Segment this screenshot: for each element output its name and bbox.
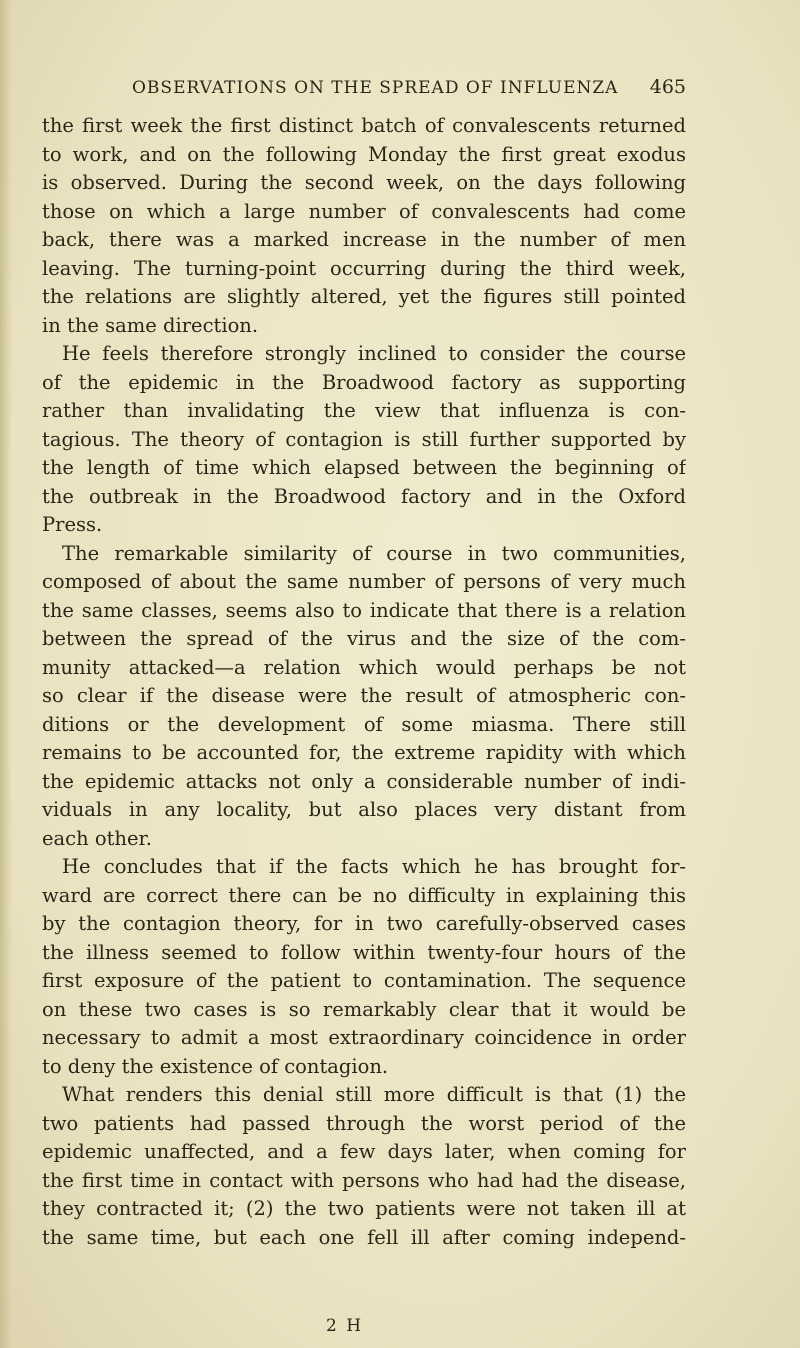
paragraph bbox=[42, 340, 686, 540]
text-line: munity attacked—a relation which would perhaps be not bbox=[42, 655, 686, 679]
text-line: tagious. The theory of contagion is still further supported by bbox=[42, 427, 686, 451]
page-number: 465 bbox=[649, 76, 686, 98]
text-line: epidemic unaffected, and a few days later, when coming for bbox=[42, 1140, 686, 1163]
text-line: the first time in contact with persons who had had the disease, bbox=[42, 1168, 686, 1192]
text-line: the epidemic attacks not only a considerable number of indi- bbox=[42, 769, 686, 793]
text-line: the length of time which elapsed between the beginning of bbox=[42, 456, 686, 479]
text-line: those on which a large number of convalescents had come bbox=[42, 199, 686, 223]
text-line: first exposure of the patient to contamination. The sequence bbox=[42, 969, 686, 992]
text-line: on these two cases is so remarkably clear that it would be bbox=[42, 997, 686, 1021]
text-line: the same classes, seems also to indicate that there is a relation bbox=[42, 598, 686, 622]
text-line: to work, and on the following Monday the first great exodus bbox=[42, 142, 686, 166]
paragraph bbox=[42, 853, 686, 1081]
paragraph bbox=[42, 1081, 686, 1252]
page-header bbox=[42, 76, 686, 106]
text-line: leaving. The turning-point occurring during the third week, bbox=[42, 256, 686, 280]
paragraph bbox=[42, 112, 686, 340]
text-line: remains to be accounted for, the extreme rapidity with which bbox=[42, 741, 686, 764]
body-text bbox=[42, 112, 686, 1252]
running-head: OBSERVATIONS ON THE SPREAD OF INFLUENZA bbox=[132, 78, 619, 98]
text-line: the same time, but each one fell ill after coming independ- bbox=[42, 1225, 686, 1249]
text-line: back, there was a marked increase in the number of men bbox=[42, 228, 686, 251]
text-line: What renders this denial still more difficult is that (1) the bbox=[62, 1083, 686, 1106]
text-line: ward are correct there can be no difficulty in explaining this bbox=[42, 883, 686, 907]
text-line: the first week the first distinct batch of convalescents returned bbox=[42, 114, 686, 137]
text-line: so clear if the disease were the result of atmospheric con- bbox=[42, 684, 686, 707]
text-line: ditions or the development of some miasma. There still bbox=[42, 712, 686, 736]
text-line: necessary to admit a most extraordinary coincidence in order bbox=[42, 1026, 686, 1049]
text-line: Press. bbox=[42, 513, 103, 536]
text-line: composed of about the same number of persons of very much bbox=[42, 570, 686, 593]
paragraph bbox=[42, 540, 686, 854]
text-line: they contracted it; (2) the two patients were not taken ill at bbox=[42, 1197, 686, 1220]
text-line: in the same direction. bbox=[42, 313, 259, 337]
text-line: He concludes that if the facts which he has brought for- bbox=[62, 855, 686, 878]
text-line: the relations are slightly altered, yet the figures still pointed bbox=[42, 285, 686, 308]
text-line: by the contagion theory, for in two carefully-observed cases bbox=[42, 912, 686, 935]
text-line: to deny the existence of contagion. bbox=[42, 1054, 389, 1078]
text-line: of the epidemic in the Broadwood factory as supporting bbox=[42, 370, 686, 394]
page-gutter-shadow bbox=[0, 0, 12, 1348]
text-line: rather than invalidating the view that influenza is con- bbox=[42, 399, 686, 422]
text-line: two patients had passed through the worst period of the bbox=[42, 1111, 686, 1135]
signature-mark: 2 H bbox=[326, 1316, 364, 1336]
text-line: each other. bbox=[42, 826, 152, 850]
text-line: viduals in any locality, but also places very distant from bbox=[42, 798, 686, 821]
text-line: between the spread of the virus and the size of the com- bbox=[42, 627, 686, 650]
text-line: He feels therefore strongly inclined to consider the course bbox=[62, 342, 686, 365]
text-line: the outbreak in the Broadwood factory and in the Oxford bbox=[42, 484, 686, 508]
text-line: the illness seemed to follow within twenty-four hours of the bbox=[42, 940, 686, 964]
text-line: The remarkable similarity of course in two communities, bbox=[62, 541, 686, 565]
text-line: is observed. During the second week, on the days following bbox=[42, 171, 686, 194]
